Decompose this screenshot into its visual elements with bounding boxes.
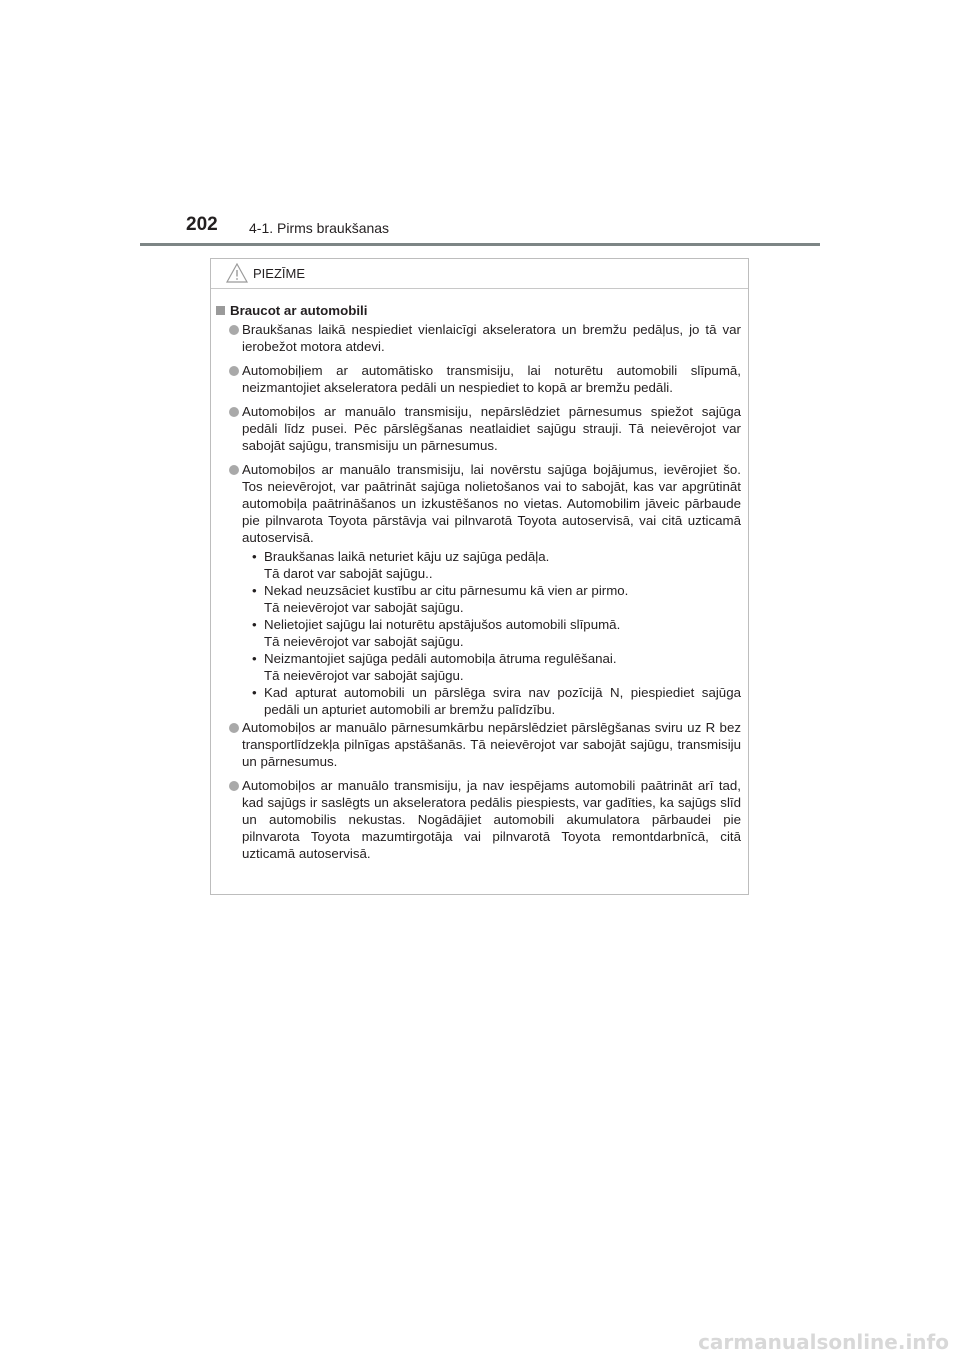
- notice-body: [211, 289, 748, 862]
- notice-box: [210, 258, 749, 895]
- circle-bullet-icon: [229, 465, 239, 475]
- sub-list: [216, 548, 741, 718]
- header-divider: [140, 243, 820, 246]
- circle-bullet-icon: [229, 781, 239, 791]
- circle-bullet-icon: [229, 325, 239, 335]
- notice-label: PIEZĪME: [253, 266, 306, 281]
- circle-bullet-icon: [229, 407, 239, 417]
- list-item: Automobiļos ar manuālo pārnesumkārbu nepārslēdziet pārslēgšanas sviru uz R bez transportlīdzekļa pilnīgas apstāšanās. Tā neievērojot var sabojāt sajūgu, transmisiju un pārnesumus.: [216, 719, 741, 770]
- sub-list-item: • Nekad neuzsāciet kustību ar citu pārnesumu kā vien ar pirmo. Tā neievērojot var sabojāt sajūgu.: [252, 583, 629, 615]
- warning-triangle-icon: [226, 263, 248, 283]
- sub-list-item: • Kad apturat automobili un pārslēga svira nav pozīcijā N, piespiediet sajūga pedāli un apturiet automobili ar bremžu palīdzību.: [252, 685, 741, 717]
- circle-bullet-icon: [229, 366, 239, 376]
- list-item: Automobiļos ar manuālo transmisiju, ja nav iespējams automobili paātrināt arī tad, kad sajūgs ir saslēgts un akseleratora pedālis piespiests, var gadīties, ka sajūgs slīd un automobilis nekustas. Nogādājiet automobili akumulatora pārbaudei pie pilnvarota Toyota mazumtirgotāja vai pilnvarotā Toyota remontdarbnīcā, citā uzticamā autoservisā.: [216, 777, 741, 862]
- sub-list-item: • Nelietojiet sajūgu lai noturētu apstājušos automobili slīpumā. Tā neievērojot var sabojāt sajūgu.: [252, 617, 621, 649]
- sub-list-item: • Braukšanas laikā neturiet kāju uz sajūga pedāļa. Tā darot var sabojāt sajūgu..: [252, 549, 550, 581]
- square-bullet-icon: [216, 306, 225, 315]
- list-item: Automobiļos ar manuālo transmisiju, lai novērstu sajūga bojājumus, ievērojiet šo. Tos neievērojot, var paātrināt sajūga nolietošanos vai to sabojāt, kas var apgrūtināt automobiļa paātrināšanos un izkustēšanos no vietas. Automobilim jāveic pārbaude pie pilnvarota Toyota pārstāvja vai pilnvarotā Toyota autoservisā, vai citā uzticamā autoservisā.: [216, 461, 741, 546]
- notice-subheading: Braucot ar automobili: [216, 302, 741, 319]
- list-item: Automobiļos ar manuālo transmisiju, nepārslēdziet pārnesumus spiežot sajūga pedāli līdz pusei. Pēc pārslēgšanas neatlaidiet sajūgu strauji. Tā neievērojot var sabojāt sajūgu, transmisiju un pārnesumus.: [216, 403, 741, 454]
- circle-bullet-icon: [229, 723, 239, 733]
- section-title: 4-1. Pirms braukšanas: [249, 220, 390, 236]
- watermark: carmanualsonline.info: [698, 1330, 949, 1354]
- page-header: [0, 0, 960, 250]
- list-item: Braukšanas laikā nespiediet vienlaicīgi akseleratora un bremžu pedāļus, jo tā var ierobežot motora atdevi.: [216, 321, 741, 355]
- notice-header: [211, 259, 748, 289]
- list-item: Automobiļiem ar automātisko transmisiju, lai noturētu automobili slīpumā, neizmantojiet akseleratora pedāli un nespiediet to kopā ar bremžu pedāli.: [216, 362, 741, 396]
- sub-list-item: • Neizmantojiet sajūga pedāli automobiļa ātruma regulēšanai. Tā neievērojot var sabojāt sajūgu.: [252, 651, 617, 683]
- page-number: 202: [186, 214, 218, 235]
